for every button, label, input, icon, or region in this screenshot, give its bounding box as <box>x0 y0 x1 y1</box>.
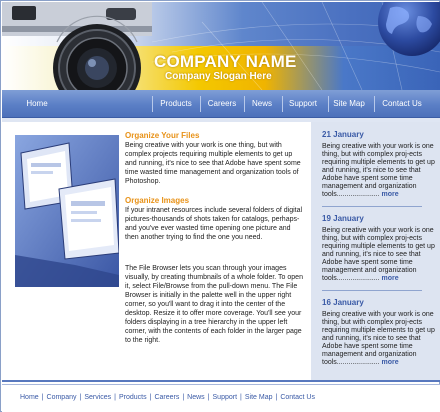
section-body-organize-images: If your intranet resources include several folders of digital pictures-thousands of shots taken for catalogs, perhaps-and you've ever wasted time opening one picture and then another trying to find the one you need. <box>125 207 303 241</box>
section-title-organize-images: Organize Images <box>125 196 190 205</box>
nav-news[interactable]: News <box>251 99 272 108</box>
news-date: 19 January <box>322 214 364 223</box>
company-slogan: Company Slogan Here <box>165 71 272 82</box>
footer-links: Home | Company | Services | Products | Careers | News | Support | Site Map | Contact Us <box>20 394 315 401</box>
footer-link-contact-us[interactable]: Contact Us <box>280 394 315 401</box>
nav-products[interactable]: Products <box>160 99 192 108</box>
news-text: Being creative with your work is one thing, but with complex proj-ects requiring multiple elements to get up and running, it's nice to see that Adobe have spent some time management and organization tools...................... more <box>322 143 435 198</box>
footer-link-news[interactable]: News <box>187 394 205 401</box>
nav-separator <box>282 96 283 112</box>
nav-separator <box>244 96 245 112</box>
footer-link-services[interactable]: Services <box>84 394 112 401</box>
footer-link-support[interactable]: Support <box>212 394 238 401</box>
news-divider <box>322 206 422 207</box>
news-more-link[interactable]: more <box>381 191 399 198</box>
news-date: 21 January <box>322 130 364 139</box>
camera-lens-image <box>2 2 152 90</box>
nav-separator <box>152 96 153 112</box>
news-sidebar <box>311 122 440 380</box>
news-more-link[interactable]: more <box>381 275 399 282</box>
header-banner <box>2 2 440 90</box>
section-title-organize-files: Organize Your Files <box>125 131 200 140</box>
news-text: Being creative with your work is one thing, but with complex proj-ects requiring multiple elements to get up and running, it's nice to see that Adobe have spent some time management and organization tools...................... more <box>322 227 435 282</box>
nav-separator <box>328 96 329 112</box>
footer-rule <box>2 380 440 382</box>
footer-link-products[interactable]: Products <box>118 394 147 401</box>
nav-separator <box>200 96 201 112</box>
nav-home[interactable]: Home <box>26 99 48 108</box>
news-text: Being creative with your work is one thing, but with complex proj-ects requiring multiple elements to get up and running, it's nice to see that Adobe have spent some time management and organization tools...................... more <box>322 311 435 366</box>
company-name: COMPANY NAME <box>154 52 297 71</box>
section-body-organize-files: Being creative with your work is one thing, but with complex projects requiring multiple elements to get up and running, it's nice to see that Adobe have spent some time wasted time management and organization tools of Photoshop. <box>125 142 301 185</box>
main-content <box>2 122 310 380</box>
footer-link-careers[interactable]: Careers <box>154 394 180 401</box>
nav-site-map[interactable]: Site Map <box>333 99 365 108</box>
news-more-link[interactable]: more <box>381 359 399 366</box>
footer-link-company[interactable]: Company <box>46 394 77 401</box>
news-divider <box>322 290 422 291</box>
news-item <box>322 298 436 367</box>
nav-careers[interactable]: Careers <box>207 99 237 108</box>
nav-separator <box>374 96 375 112</box>
news-date: 16 January <box>322 298 364 307</box>
news-item <box>322 214 436 283</box>
news-item <box>322 130 436 199</box>
globe-icon <box>368 2 440 58</box>
main-navigation <box>2 90 440 118</box>
footer <box>2 385 440 412</box>
section-body-file-browser: The File Browser lets you scan through your images visually, by creating thumbnails of a whole folder. To open it, select File/Browse from the pull-down menu. The File Browser is initially in the palette well in the upper right corner, so you'll want to drag it into the center of the desktop. Resize it to offer more coverage. You'll see your folders displaying in a tree hierarchy in the upper left corner, with the contents of each folder in the larger page to the right. <box>125 265 303 344</box>
footer-link-home[interactable]: Home <box>20 394 39 401</box>
footer-link-site-map[interactable]: Site Map <box>244 394 273 401</box>
computer-monitors-image <box>15 135 119 287</box>
nav-support[interactable]: Support <box>288 99 318 108</box>
nav-contact-us[interactable]: Contact Us <box>382 99 422 108</box>
